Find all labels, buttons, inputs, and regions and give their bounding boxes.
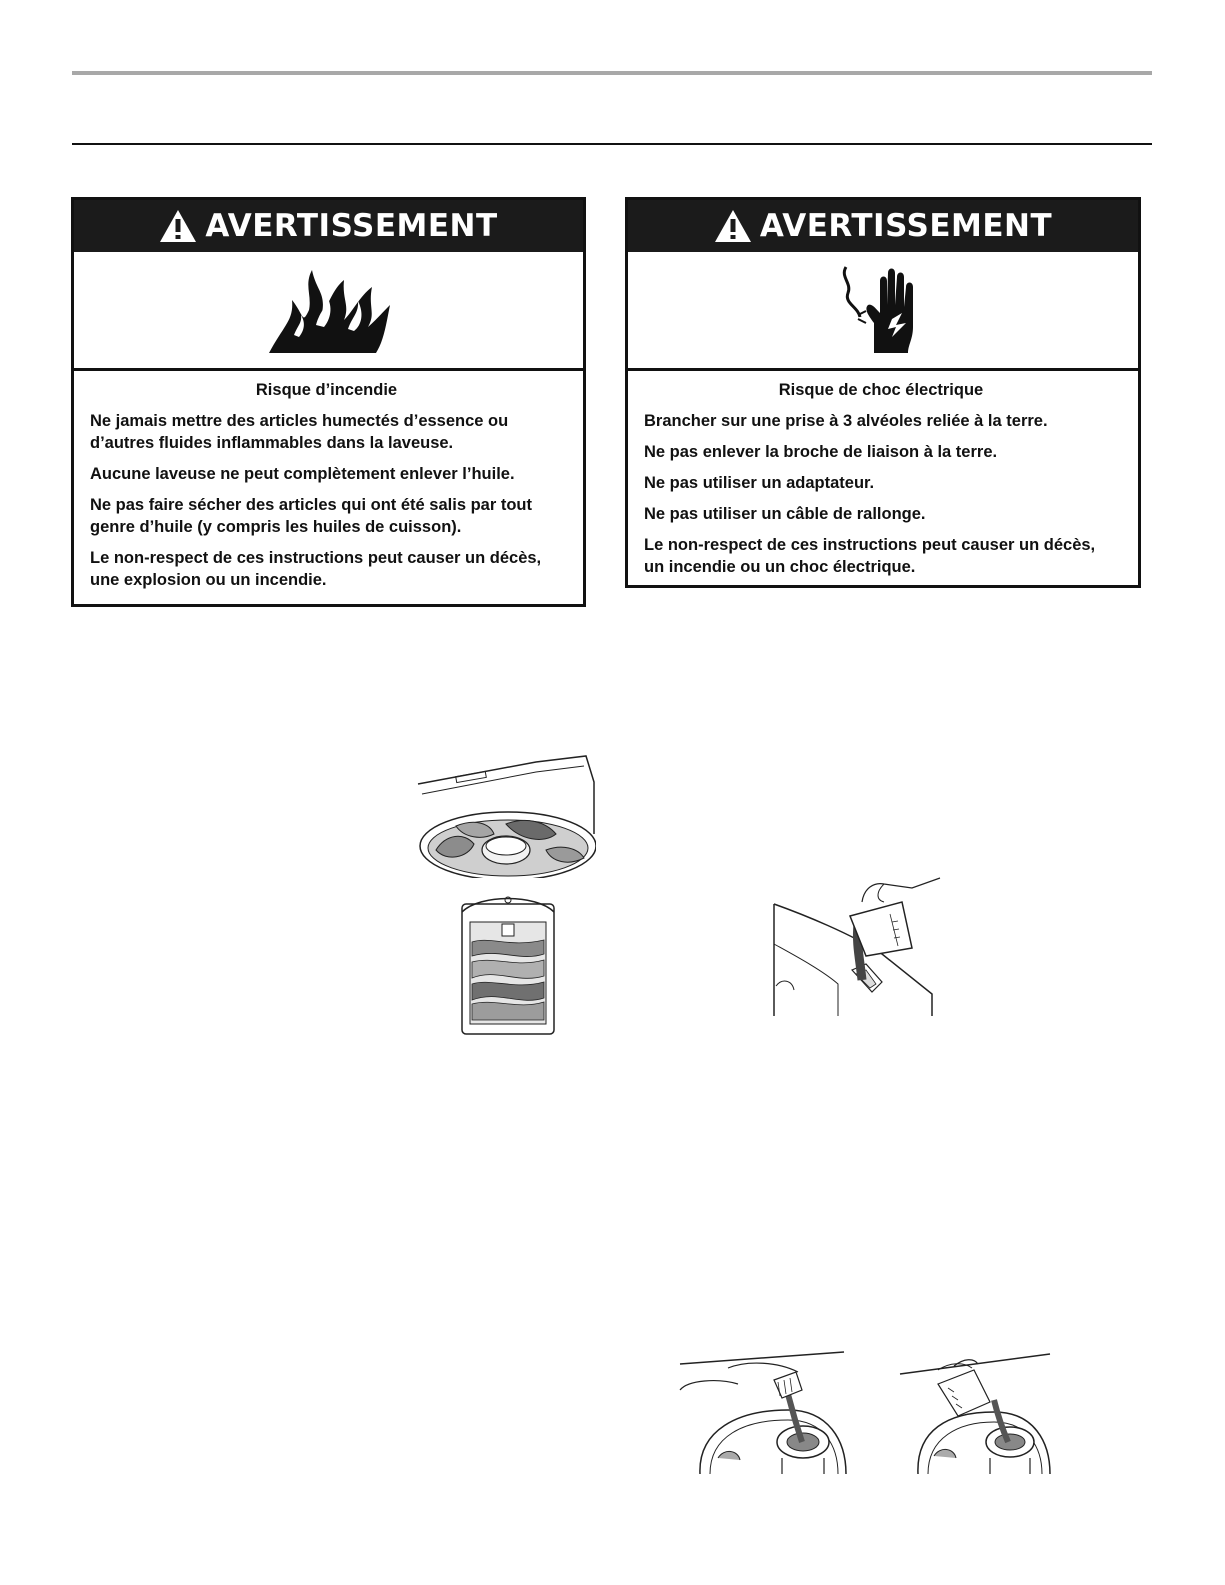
- warning-title: AVERTISSEMENT: [759, 208, 1053, 244]
- fire-warning-box: [71, 197, 586, 607]
- pour-dispenser-illustration: [772, 874, 942, 1020]
- electric-shock-hand-icon: [838, 263, 928, 358]
- shock-icon-area: [628, 252, 1138, 371]
- warning-line: Ne jamais mettre des articles humectés d’essence ou d’autres fluides inflammables dans la laveuse.: [90, 412, 509, 452]
- risk-title: Risque d’incendie: [255, 381, 398, 399]
- top-rule: [72, 71, 1152, 75]
- warning-line: Le non-respect de ces instructions peut causer un décès, une explosion ou un incendie.: [90, 549, 542, 589]
- warning-title: AVERTISSEMENT: [205, 208, 498, 244]
- electric-warning-box: [625, 197, 1141, 588]
- warning-line: Brancher sur une prise à 3 alvéoles reliée à la terre.: [644, 412, 1048, 430]
- warning-triangle-icon: [714, 209, 752, 243]
- warning-header: [628, 200, 1138, 252]
- fire-icon-area: [74, 252, 583, 371]
- risk-title: Risque de choc électrique: [778, 381, 984, 399]
- warning-triangle-icon: [159, 209, 197, 243]
- warning-line: Ne pas enlever la broche de liaison à la terre.: [644, 443, 998, 461]
- warning-text: [74, 371, 583, 591]
- pour-cup-illustration: [898, 1350, 1054, 1476]
- fire-icon: [264, 265, 394, 355]
- washer-load-illustration: [460, 892, 556, 1036]
- warning-text: [628, 371, 1138, 578]
- warning-line: Ne pas faire sécher des articles qui ont été salis par tout genre d’huile (y compris les huiles de cuisson).: [90, 496, 532, 536]
- pour-cap-illustration: [678, 1350, 848, 1476]
- warning-line: Ne pas utiliser un câble de rallonge.: [644, 505, 926, 523]
- warning-line: Aucune laveuse ne peut complètement enlever l’huile.: [90, 465, 515, 483]
- section-rule: [72, 143, 1152, 145]
- warning-header: [74, 200, 583, 252]
- washer-drum-top-illustration: [416, 754, 596, 878]
- warning-line: Ne pas utiliser un adaptateur.: [644, 474, 875, 492]
- warning-line: Le non-respect de ces instructions peut causer un décès, un incendie ou un choc électrique.: [644, 536, 1096, 576]
